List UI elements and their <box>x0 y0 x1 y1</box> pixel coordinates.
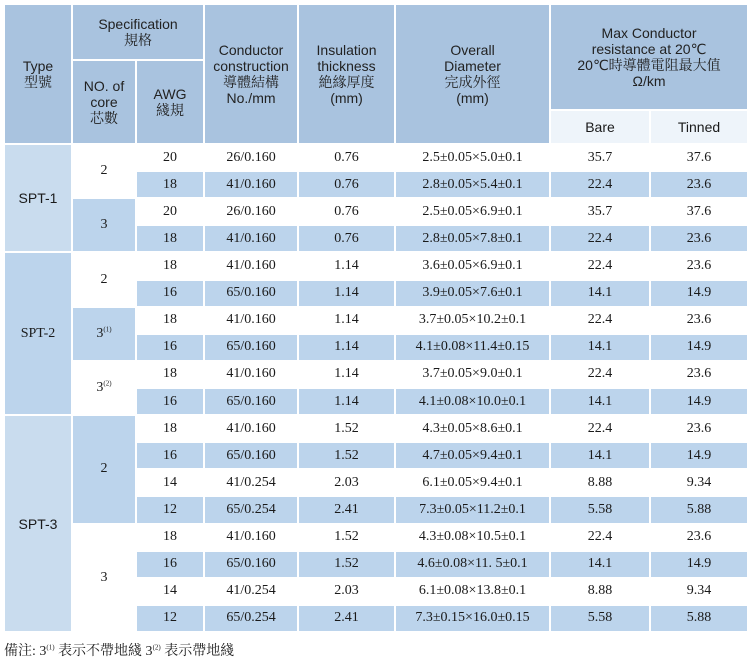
insulation-cell: 1.14 <box>298 361 395 388</box>
diameter-cell: 4.7±0.05×9.4±0.1 <box>395 442 550 469</box>
awg-cell: 18 <box>136 252 204 279</box>
footnote-sup-2: (2) <box>152 643 161 652</box>
awg-cell: 14 <box>136 578 204 605</box>
bare-cell: 22.4 <box>550 171 650 198</box>
bare-cell: 14.1 <box>550 442 650 469</box>
core-count-value: 3 <box>96 325 104 341</box>
conductor-cell: 65/0.160 <box>204 442 298 469</box>
header-resistance-zh: 20℃時導體電阻最大值 <box>577 57 721 73</box>
header-diameter-en2: Diameter <box>444 58 501 74</box>
header-awg-zh: 綫規 <box>156 102 184 118</box>
type-spt-2: SPT-2 <box>4 252 72 415</box>
bare-cell: 22.4 <box>550 252 650 279</box>
bare-cell: 22.4 <box>550 361 650 388</box>
insulation-cell: 0.76 <box>298 144 395 171</box>
conductor-cell: 41/0.160 <box>204 171 298 198</box>
diameter-cell: 3.7±0.05×10.2±0.1 <box>395 307 550 334</box>
diameter-cell: 2.5±0.05×6.9±0.1 <box>395 198 550 225</box>
conductor-cell: 41/0.160 <box>204 361 298 388</box>
conductor-cell: 41/0.160 <box>204 524 298 551</box>
awg-cell: 18 <box>136 307 204 334</box>
diameter-cell: 3.9±0.05×7.6±0.1 <box>395 280 550 307</box>
core-count-grounded <box>72 361 136 415</box>
bare-cell: 14.1 <box>550 388 650 415</box>
header-diameter-zh: 完成外徑 <box>444 74 501 90</box>
tinned-cell: 23.6 <box>650 307 748 334</box>
tinned-cell: 23.6 <box>650 171 748 198</box>
diameter-cell: 2.8±0.05×5.4±0.1 <box>395 171 550 198</box>
awg-cell: 20 <box>136 198 204 225</box>
awg-cell: 18 <box>136 415 204 442</box>
header-spec-en: Specification <box>98 16 178 32</box>
conductor-cell: 26/0.160 <box>204 144 298 171</box>
header-conductor-unit: No./mm <box>226 90 276 106</box>
header-conductor <box>204 4 298 144</box>
header-conductor-en2: construction <box>213 58 289 74</box>
tinned-cell: 14.9 <box>650 551 748 578</box>
tinned-cell: 14.9 <box>650 280 748 307</box>
insulation-cell: 1.14 <box>298 252 395 279</box>
header-specification <box>72 4 204 60</box>
header-tinned: Tinned <box>650 110 748 144</box>
type-spt-3: SPT-3 <box>4 415 72 632</box>
header-insulation-en1: Insulation <box>316 42 377 58</box>
insulation-cell: 1.52 <box>298 442 395 469</box>
footnote-2-marker: (2) <box>103 379 112 388</box>
header-diameter <box>395 4 550 144</box>
header-bare: Bare <box>550 110 650 144</box>
tinned-cell: 37.6 <box>650 144 748 171</box>
bare-cell: 22.4 <box>550 225 650 252</box>
insulation-cell: 2.03 <box>298 469 395 496</box>
bare-cell: 5.58 <box>550 496 650 523</box>
core-count: 2 <box>72 415 136 523</box>
awg-cell: 16 <box>136 551 204 578</box>
header-insulation-en2: thickness <box>317 58 376 74</box>
awg-cell: 16 <box>136 388 204 415</box>
diameter-cell: 4.6±0.08×11. 5±0.1 <box>395 551 550 578</box>
diameter-cell: 3.7±0.05×9.0±0.1 <box>395 361 550 388</box>
type-spt-1: SPT-1 <box>4 144 72 252</box>
tinned-cell: 23.6 <box>650 415 748 442</box>
footnote-prefix: 備注: 3 <box>4 644 47 659</box>
header-resistance <box>550 4 748 110</box>
tinned-cell: 5.88 <box>650 496 748 523</box>
diameter-cell: 2.5±0.05×5.0±0.1 <box>395 144 550 171</box>
diameter-cell: 4.3±0.05×8.6±0.1 <box>395 415 550 442</box>
diameter-cell: 4.1±0.08×11.4±0.15 <box>395 334 550 361</box>
conductor-cell: 41/0.160 <box>204 307 298 334</box>
core-count: 2 <box>72 252 136 306</box>
bare-cell: 35.7 <box>550 198 650 225</box>
insulation-cell: 0.76 <box>298 198 395 225</box>
conductor-cell: 41/0.160 <box>204 225 298 252</box>
bare-cell: 14.1 <box>550 280 650 307</box>
tinned-cell: 23.6 <box>650 524 748 551</box>
header-resistance-en2: resistance at 20℃ <box>591 41 707 57</box>
core-count: 3 <box>72 524 136 632</box>
insulation-cell: 1.52 <box>298 415 395 442</box>
conductor-cell: 65/0.254 <box>204 605 298 632</box>
header-cores-zh: 芯數 <box>90 110 118 126</box>
core-count-ungrounded <box>72 307 136 361</box>
header-spec-zh: 規格 <box>124 32 152 48</box>
conductor-cell: 65/0.160 <box>204 388 298 415</box>
header-insulation <box>298 4 395 144</box>
bare-cell: 8.88 <box>550 578 650 605</box>
insulation-cell: 2.41 <box>298 605 395 632</box>
tinned-cell: 9.34 <box>650 578 748 605</box>
bare-cell: 8.88 <box>550 469 650 496</box>
insulation-cell: 1.14 <box>298 280 395 307</box>
header-awg <box>136 60 204 144</box>
conductor-cell: 41/0.254 <box>204 578 298 605</box>
header-insulation-zh: 絶緣厚度 <box>318 74 375 90</box>
awg-cell: 12 <box>136 496 204 523</box>
header-type-en: Type <box>22 58 54 74</box>
awg-cell: 18 <box>136 171 204 198</box>
awg-cell: 16 <box>136 334 204 361</box>
cable-spec-table <box>3 3 749 633</box>
insulation-cell: 2.41 <box>298 496 395 523</box>
bare-cell: 35.7 <box>550 144 650 171</box>
tinned-cell: 37.6 <box>650 198 748 225</box>
footnote-suffix: 表示帶地綫 <box>160 644 235 659</box>
header-resistance-en1: Max Conductor <box>601 25 697 41</box>
awg-cell: 18 <box>136 361 204 388</box>
conductor-cell: 41/0.254 <box>204 469 298 496</box>
insulation-cell: 1.14 <box>298 307 395 334</box>
tinned-cell: 14.9 <box>650 442 748 469</box>
conductor-cell: 65/0.160 <box>204 551 298 578</box>
tinned-cell: 14.9 <box>650 388 748 415</box>
core-count: 3 <box>72 198 136 252</box>
header-insulation-unit: (mm) <box>330 90 363 106</box>
diameter-cell: 6.1±0.08×13.8±0.1 <box>395 578 550 605</box>
tinned-cell: 9.34 <box>650 469 748 496</box>
core-count-value: 3 <box>96 379 104 395</box>
bare-cell: 14.1 <box>550 334 650 361</box>
footnote <box>4 640 234 660</box>
awg-cell: 14 <box>136 469 204 496</box>
insulation-cell: 1.14 <box>298 388 395 415</box>
footnote-1-marker: (1) <box>103 325 112 334</box>
conductor-cell: 41/0.160 <box>204 415 298 442</box>
insulation-cell: 1.14 <box>298 334 395 361</box>
bare-cell: 14.1 <box>550 551 650 578</box>
header-cores <box>72 60 136 144</box>
bare-cell: 5.58 <box>550 605 650 632</box>
bare-cell: 22.4 <box>550 415 650 442</box>
insulation-cell: 1.52 <box>298 551 395 578</box>
awg-cell: 18 <box>136 524 204 551</box>
tinned-cell: 14.9 <box>650 334 748 361</box>
header-conductor-en1: Conductor <box>218 42 284 58</box>
header-cores-en: NO. of <box>83 78 125 94</box>
header-awg-en: AWG <box>153 86 187 102</box>
conductor-cell: 65/0.160 <box>204 334 298 361</box>
diameter-cell: 7.3±0.15×16.0±0.15 <box>395 605 550 632</box>
conductor-cell: 65/0.160 <box>204 280 298 307</box>
header-type-zh: 型號 <box>24 74 52 90</box>
awg-cell: 18 <box>136 225 204 252</box>
conductor-cell: 26/0.160 <box>204 198 298 225</box>
awg-cell: 16 <box>136 280 204 307</box>
header-diameter-en1: Overall <box>450 42 495 58</box>
awg-cell: 20 <box>136 144 204 171</box>
diameter-cell: 3.6±0.05×6.9±0.1 <box>395 252 550 279</box>
core-count: 2 <box>72 144 136 198</box>
insulation-cell: 0.76 <box>298 225 395 252</box>
tinned-cell: 23.6 <box>650 225 748 252</box>
conductor-cell: 41/0.160 <box>204 252 298 279</box>
awg-cell: 16 <box>136 442 204 469</box>
tinned-cell: 23.6 <box>650 252 748 279</box>
footnote-sup-1: (1) <box>46 643 55 652</box>
conductor-cell: 65/0.254 <box>204 496 298 523</box>
insulation-cell: 0.76 <box>298 171 395 198</box>
footnote-mid: 表示不帶地綫 3 <box>54 644 153 659</box>
bare-cell: 22.4 <box>550 524 650 551</box>
bare-cell: 22.4 <box>550 307 650 334</box>
diameter-cell: 7.3±0.05×11.2±0.1 <box>395 496 550 523</box>
insulation-cell: 2.03 <box>298 578 395 605</box>
header-conductor-zh: 導體結構 <box>223 74 280 90</box>
insulation-cell: 1.52 <box>298 524 395 551</box>
diameter-cell: 4.1±0.08×10.0±0.1 <box>395 388 550 415</box>
diameter-cell: 6.1±0.05×9.4±0.1 <box>395 469 550 496</box>
header-type <box>4 4 72 144</box>
header-resistance-unit: Ω/km <box>632 73 666 89</box>
header-diameter-unit: (mm) <box>456 90 489 106</box>
tinned-cell: 5.88 <box>650 605 748 632</box>
awg-cell: 12 <box>136 605 204 632</box>
header-cores-en2: core <box>90 94 118 110</box>
diameter-cell: 2.8±0.05×7.8±0.1 <box>395 225 550 252</box>
diameter-cell: 4.3±0.08×10.5±0.1 <box>395 524 550 551</box>
tinned-cell: 23.6 <box>650 361 748 388</box>
